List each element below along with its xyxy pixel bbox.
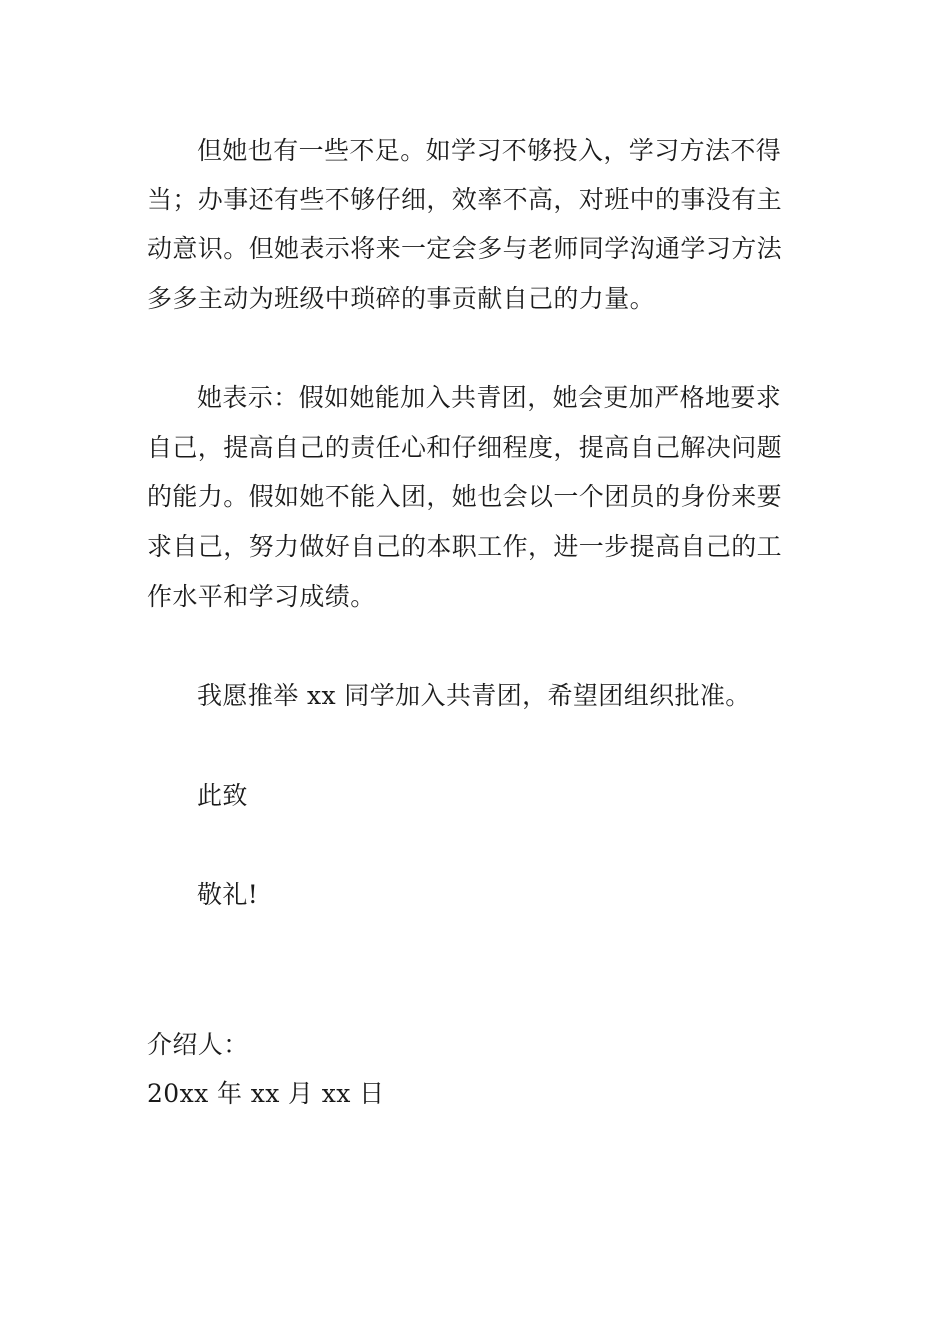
introducer-label: 介绍人：	[147, 1030, 249, 1059]
paragraph-1-line-4: 多多主动为班级中琐碎的事贡献自己的力量。	[147, 284, 656, 313]
paragraph-2-line-1: 她表示：假如她能加入共青团，她会更加严格地要求	[197, 383, 782, 412]
recommendation-text: 我愿推举 xx 同学加入共青团，希望团组织批准。	[197, 681, 751, 710]
date-line: 20xx 年 xx 月 xx 日	[147, 1079, 385, 1108]
paragraph-2-line-5: 作水平和学习成绩。	[147, 582, 376, 611]
paragraph-1-line-2: 当；办事还有些不够仔细，效率不高，对班中的事没有主	[147, 185, 783, 214]
paragraph-2-line-3: 的能力。假如她不能入团，她也会以一个团员的身份来要	[147, 482, 783, 511]
closing-salutation: 此致	[197, 781, 248, 810]
paragraph-2-line-4: 求自己，努力做好自己的本职工作，进一步提高自己的工	[147, 532, 783, 561]
closing-regards: 敬礼!	[197, 880, 259, 909]
paragraph-2-line-2: 自己，提高自己的责任心和仔细程度，提高自己解决问题	[147, 433, 783, 462]
paragraph-1-line-1: 但她也有一些不足。如学习不够投入，学习方法不得	[197, 136, 782, 165]
paragraph-1-line-3: 动意识。但她表示将来一定会多与老师同学沟通学习方法	[147, 234, 783, 263]
